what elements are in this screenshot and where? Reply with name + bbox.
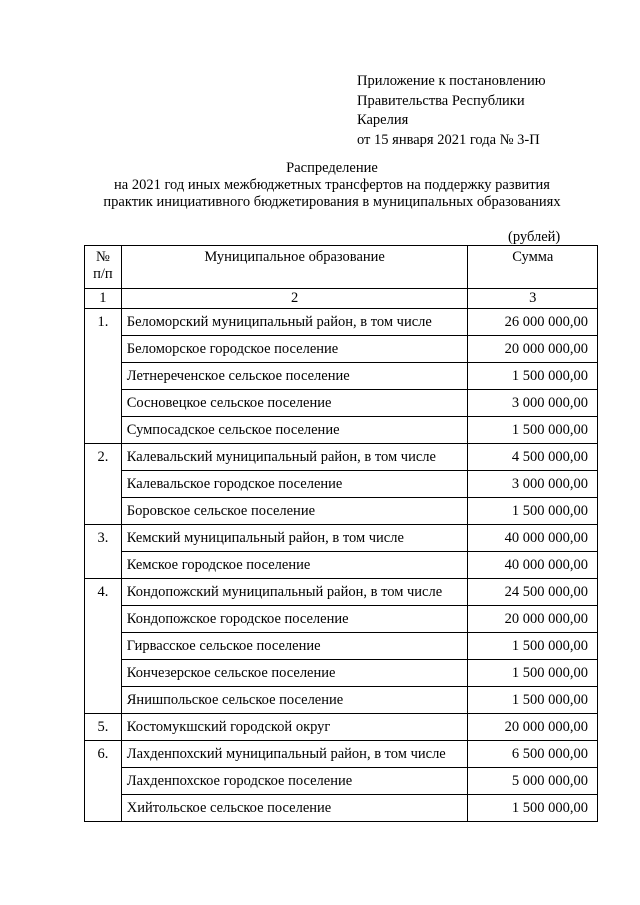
document-title: [0, 160, 640, 211]
municipality-name-cell: Гирвасское сельское поселение: [121, 633, 468, 660]
title-line: практик инициативного бюджетирования в муниципальных образованиях: [103, 194, 561, 210]
appendix-line: Приложение к постановлению: [357, 73, 546, 89]
amount-cell: 24 500 000,00: [468, 579, 598, 606]
row-number-cell: 2.: [85, 444, 122, 471]
table-row: [85, 579, 598, 606]
municipality-name-cell: Кончезерское сельское поселение: [121, 660, 468, 687]
amount-cell: 26 000 000,00: [468, 309, 598, 336]
municipality-name-cell: Летнереченское сельское поселение: [121, 363, 468, 390]
appendix-line: от 15 января 2021 года № 3-П: [357, 131, 540, 148]
row-number-cell: [85, 336, 122, 363]
table-row: [85, 633, 598, 660]
table-row: [85, 660, 598, 687]
table-row: [85, 714, 598, 741]
header-name-cell: Муниципальное образование: [121, 246, 468, 289]
municipality-name-cell: Лахденпохское городское поселение: [121, 768, 468, 795]
header-number-sublabel: п/п: [93, 266, 113, 282]
row-number-cell: [85, 498, 122, 525]
title-line: Распределение: [286, 160, 378, 176]
amount-cell: 3 000 000,00: [468, 390, 598, 417]
amount-cell: 1 500 000,00: [468, 795, 598, 822]
municipality-name-cell: Кондопожское городское поселение: [121, 606, 468, 633]
row-number-cell: [85, 660, 122, 687]
row-number-cell: 4.: [85, 579, 122, 606]
row-number-cell: [85, 390, 122, 417]
column-index-cell: 2: [121, 289, 468, 309]
amount-cell: 1 500 000,00: [468, 660, 598, 687]
table-row: [85, 795, 598, 822]
amount-cell: 1 500 000,00: [468, 417, 598, 444]
amount-cell: 1 500 000,00: [468, 498, 598, 525]
row-number-cell: [85, 363, 122, 390]
amount-cell: 5 000 000,00: [468, 768, 598, 795]
amount-cell: 20 000 000,00: [468, 336, 598, 363]
row-number-cell: [85, 417, 122, 444]
municipality-name-cell: Беломорский муниципальный район, в том числе: [121, 309, 468, 336]
table-row: [85, 363, 598, 390]
amount-cell: 1 500 000,00: [468, 633, 598, 660]
municipality-name-cell: Сумпосадское сельское поселение: [121, 417, 468, 444]
amount-cell: 20 000 000,00: [468, 606, 598, 633]
municipality-name-cell: Калевальский муниципальный район, в том числе: [121, 444, 468, 471]
table-row: [85, 336, 598, 363]
municipality-name-cell: Лахденпохский муниципальный район, в том числе: [121, 741, 468, 768]
row-number-cell: [85, 687, 122, 714]
row-number-cell: [85, 471, 122, 498]
amount-cell: 1 500 000,00: [468, 687, 598, 714]
row-number-cell: [85, 768, 122, 795]
appendix-line: Карелия: [357, 112, 409, 128]
title-line: на 2021 год иных межбюджетных трансфертов на поддержку развития: [114, 177, 550, 193]
row-number-cell: [85, 633, 122, 660]
municipality-name-cell: Кемский муниципальный район, в том числе: [121, 525, 468, 552]
table-row: [85, 390, 598, 417]
row-number-cell: [85, 795, 122, 822]
table-row: [85, 309, 598, 336]
appendix-line: Правительства Республики: [357, 92, 525, 109]
row-number-cell: 3.: [85, 525, 122, 552]
amount-cell: 1 500 000,00: [468, 363, 598, 390]
currency-unit: (рублей): [508, 229, 561, 245]
amount-cell: 40 000 000,00: [468, 552, 598, 579]
table-row: [85, 687, 598, 714]
municipality-name-cell: Сосновецкое сельское поселение: [121, 390, 468, 417]
table-row: [85, 498, 598, 525]
amount-cell: 20 000 000,00: [468, 714, 598, 741]
municipality-name-cell: Янишпольское сельское поселение: [121, 687, 468, 714]
table-row: [85, 741, 598, 768]
amount-cell: 3 000 000,00: [468, 471, 598, 498]
table-row: [85, 525, 598, 552]
distribution-table: [84, 245, 598, 822]
municipality-name-cell: Беломорское городское поселение: [121, 336, 468, 363]
table-row: [85, 417, 598, 444]
amount-cell: 40 000 000,00: [468, 525, 598, 552]
table-row: [85, 444, 598, 471]
row-number-cell: [85, 552, 122, 579]
table-header-row: [85, 246, 598, 289]
table-row: [85, 606, 598, 633]
municipality-name-cell: Хийтольское сельское поселение: [121, 795, 468, 822]
column-index-row: [85, 289, 598, 309]
municipality-name-cell: Костомукшский городской округ: [121, 714, 468, 741]
amount-cell: 6 500 000,00: [468, 741, 598, 768]
row-number-cell: 6.: [85, 741, 122, 768]
header-sum-cell: Сумма: [468, 246, 598, 289]
column-index-cell: 3: [468, 289, 598, 309]
header-number-label: №: [95, 249, 110, 265]
table-row: [85, 552, 598, 579]
appendix-header: [357, 72, 546, 150]
amount-cell: 4 500 000,00: [468, 444, 598, 471]
table-row: [85, 471, 598, 498]
row-number-cell: 1.: [85, 309, 122, 336]
column-index-cell: 1: [85, 289, 122, 309]
municipality-name-cell: Калевальское городское поселение: [121, 471, 468, 498]
municipality-name-cell: Кондопожский муниципальный район, в том числе: [121, 579, 468, 606]
row-number-cell: [85, 606, 122, 633]
municipality-name-cell: Боровское сельское поселение: [121, 498, 468, 525]
table-row: [85, 768, 598, 795]
municipality-name-cell: Кемское городское поселение: [121, 552, 468, 579]
row-number-cell: 5.: [85, 714, 122, 741]
header-number-cell: [85, 246, 122, 289]
